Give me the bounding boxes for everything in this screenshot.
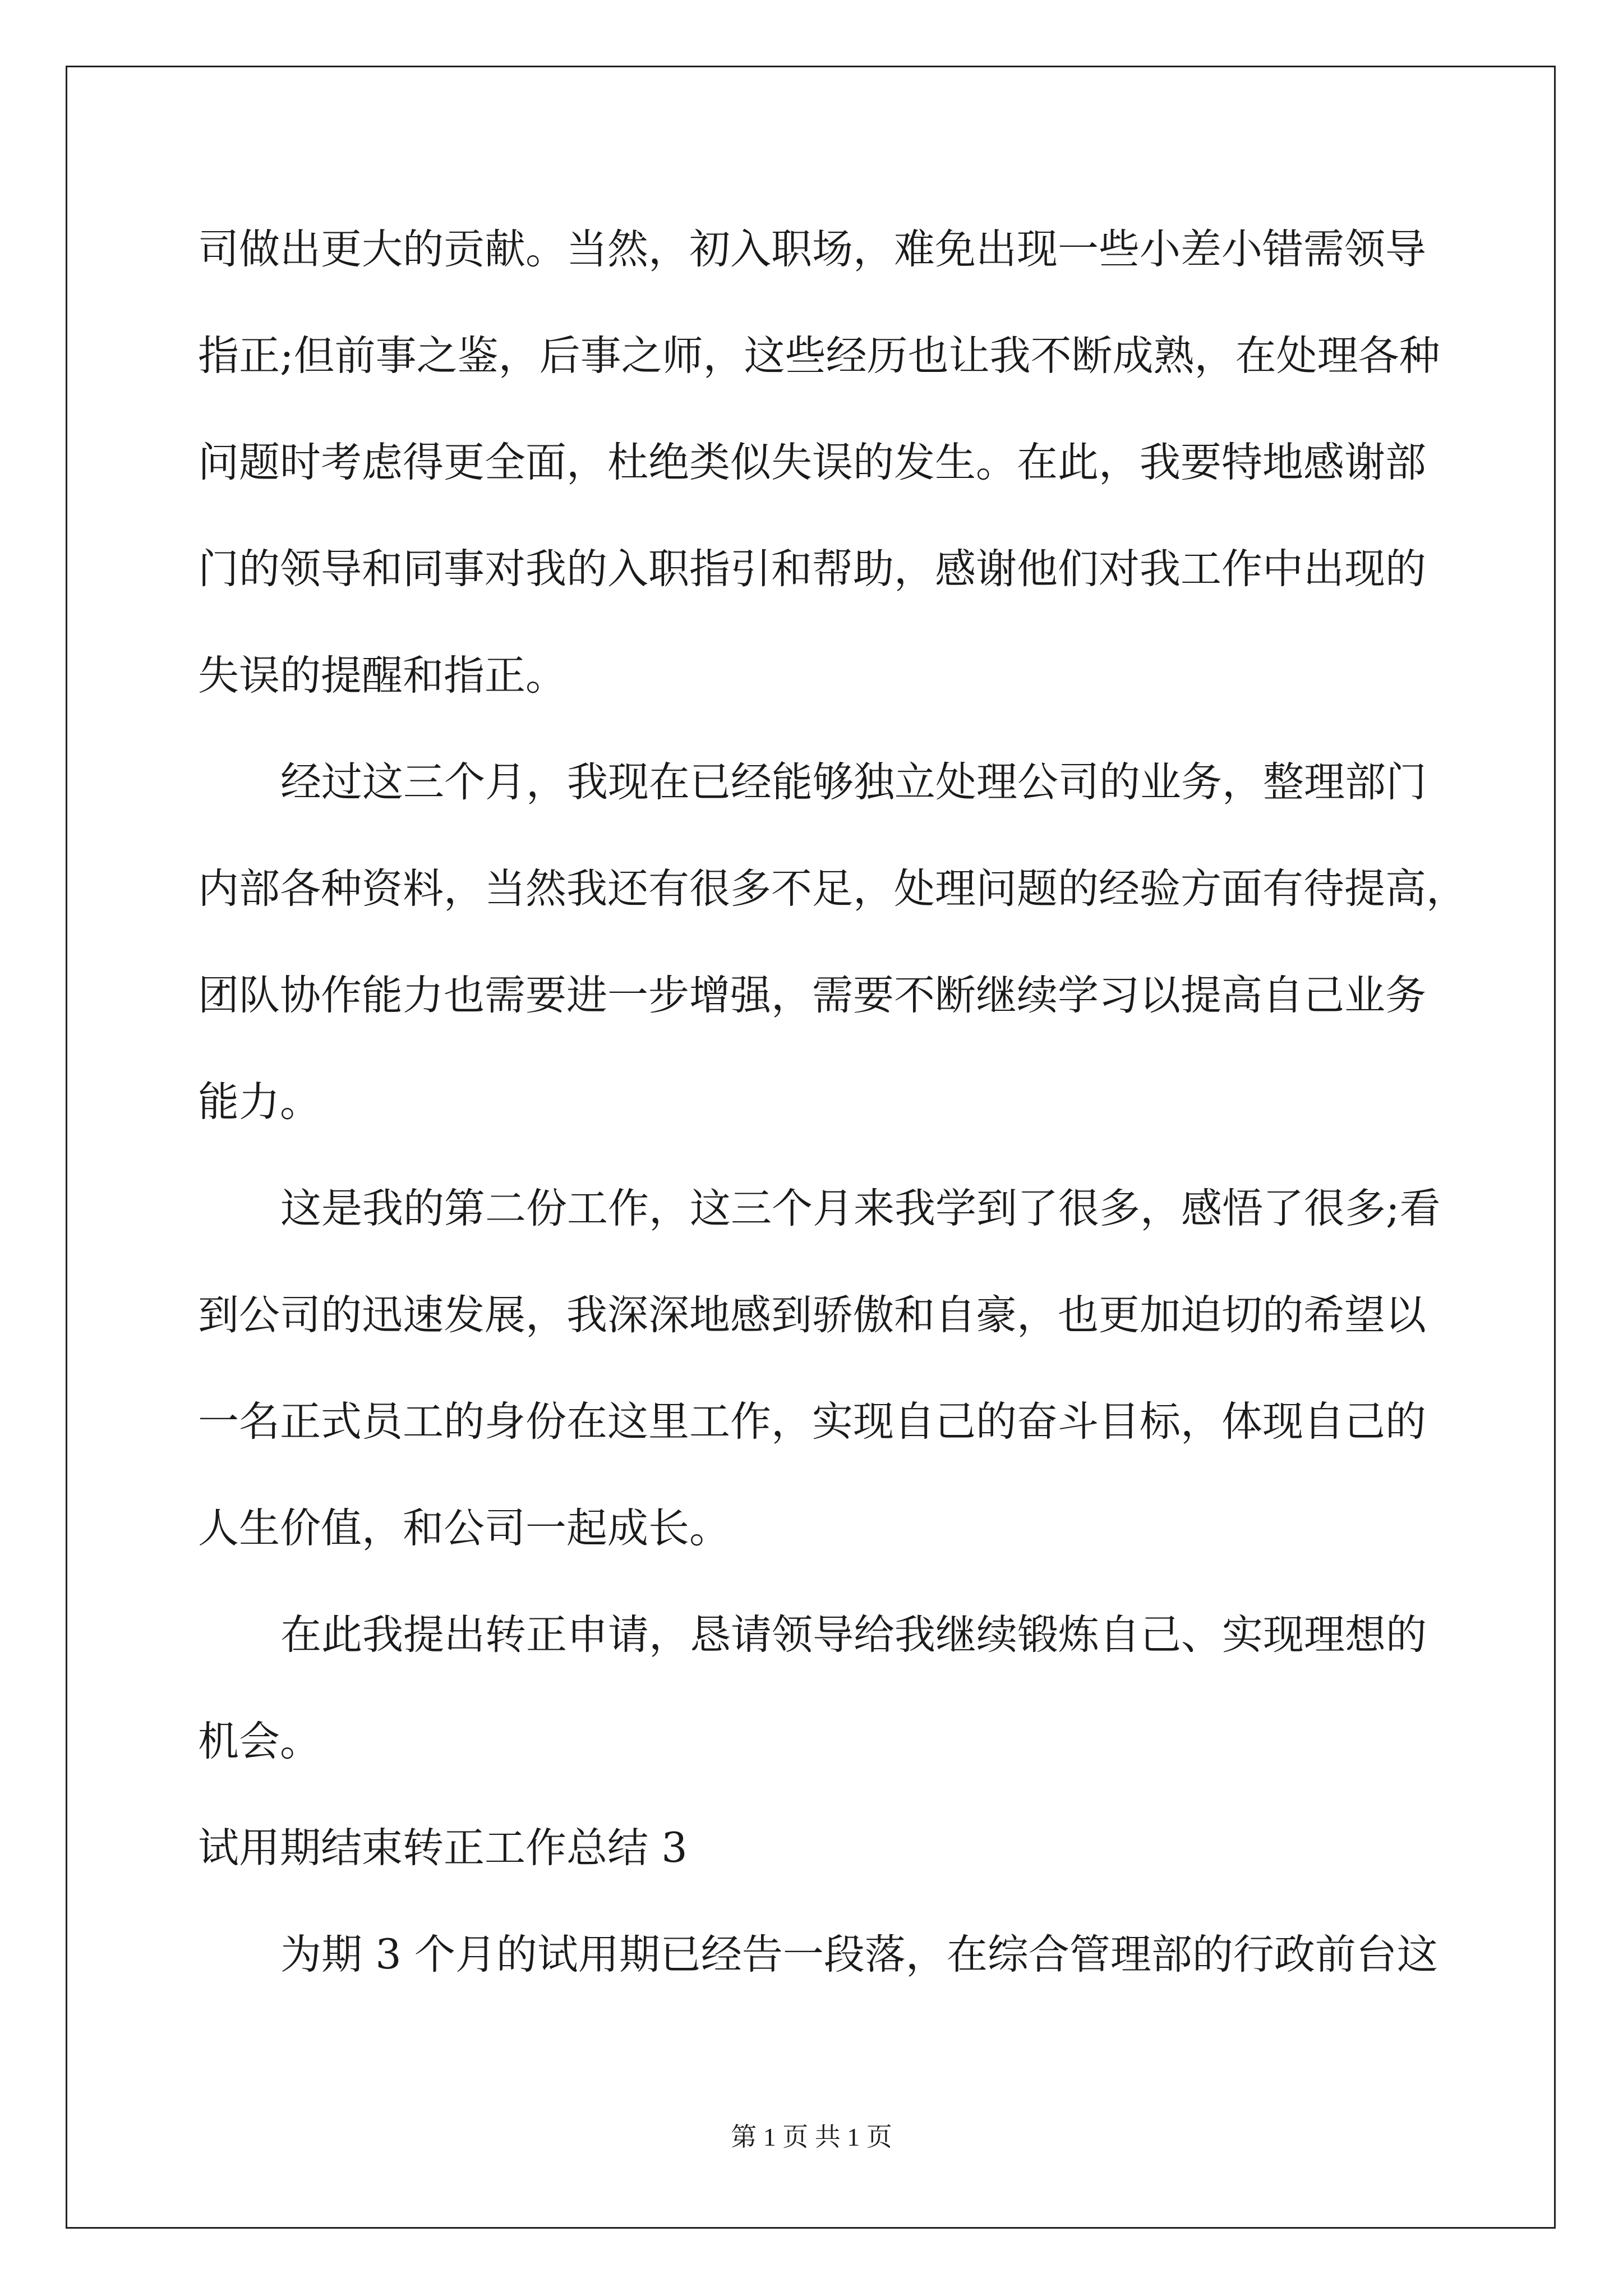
page-footer: 第 1 页 共 1 页 [731,2123,892,2151]
paragraph-line: 经过这三个月，我现在已经能够独立处理公司的业务，整理部门 [280,758,1427,806]
paragraph-line: 一名正式员工的身份在这里工作，实现自己的奋斗目标，体现自己的 [198,1398,1426,1446]
paragraph-line: 内部各种资料，当然我还有很多不足，处理问题的经验方面有待提高， [198,865,1467,913]
paragraph-line: 到公司的迅速发展，我深深地感到骄傲和自豪，也更加迫切的希望以 [198,1291,1426,1339]
paragraph-line: 这是我的第二份工作，这三个月来我学到了很多，感悟了很多;看 [280,1185,1441,1232]
paragraph-line: 人生价值，和公司一起成长。 [198,1504,730,1552]
section-heading: 试用期结束转正工作总结 3 [198,1824,688,1872]
paragraph-line: 为期 3 个月的试用期已经告一段落，在综合管理部的行政前台这 [280,1931,1438,1978]
paragraph-line: 门的领导和同事对我的入职指引和帮助，感谢他们对我工作中出现的 [198,545,1426,593]
page-border [66,66,1556,2229]
paragraph-line: 指正;但前事之鉴，后事之师，这些经历也让我不断成熟，在处理各种 [198,332,1440,380]
paragraph-line: 机会。 [198,1718,321,1765]
paragraph-line: 问题时考虑得更全面，杜绝类似失误的发生。在此，我要特地感谢部 [198,439,1426,486]
paragraph-line: 团队协作能力也需要进一步增强，需要不断继续学习以提高自己业务 [198,972,1426,1019]
paragraph-line: 在此我提出转正申请，恳请领导给我继续锻炼自己、实现理想的 [280,1611,1427,1659]
paragraph-line: 司做出更大的贡献。当然，初入职场，难免出现一些小差小错需领导 [198,226,1426,273]
paragraph-line: 失误的提醒和指正。 [198,652,566,700]
paragraph-line: 能力。 [198,1078,321,1126]
